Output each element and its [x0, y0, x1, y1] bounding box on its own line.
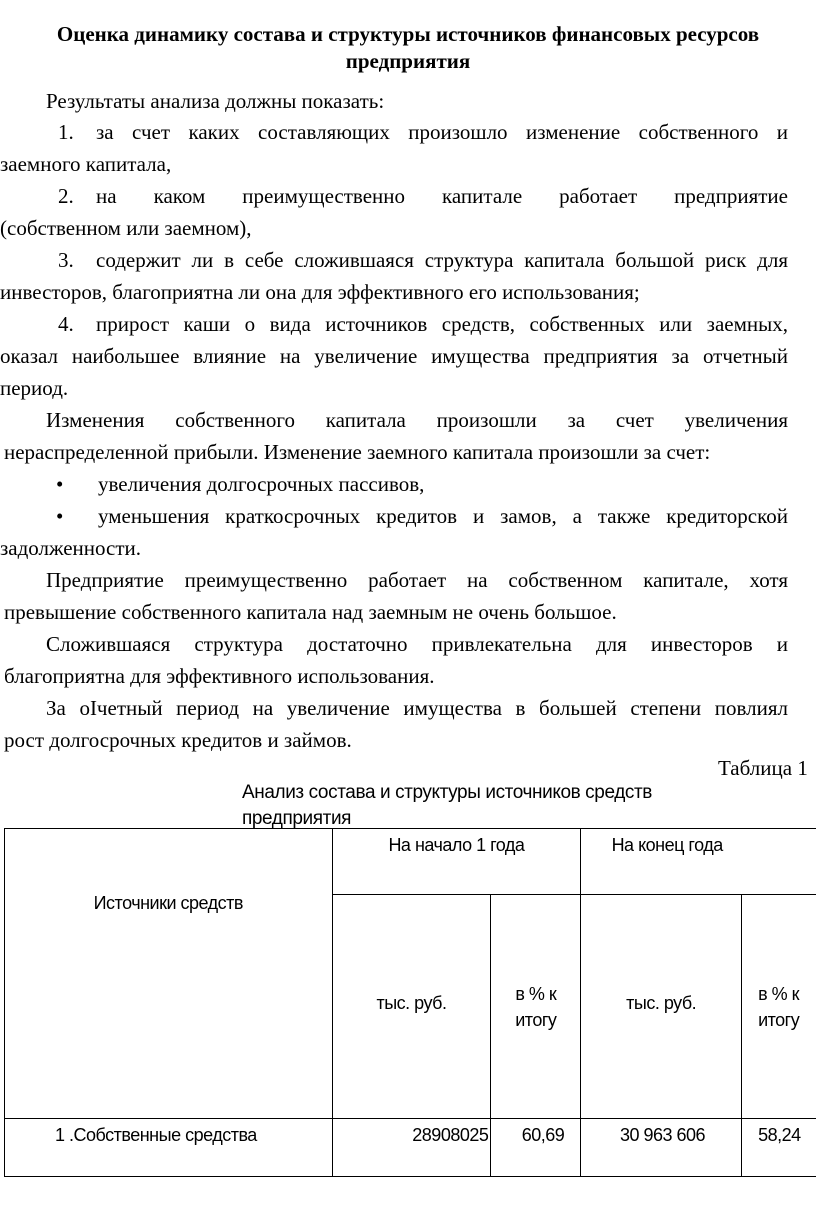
list-item-text: прирост каши о вида источников средств, собственных или заемных,	[96, 312, 788, 336]
list-item-3-rest: инвесторов, благоприятна ли она для эффективного его использования;	[0, 280, 640, 304]
list-number: 1.	[58, 120, 74, 144]
list-item-4-rest-1: оказал наибольшее влияние на увеличение имущества предприятия за отчетный	[0, 344, 788, 368]
list-item-4-first	[58, 308, 788, 340]
list-number: 2.	[58, 184, 74, 208]
table-caption	[242, 780, 652, 832]
table-row	[5, 1119, 816, 1177]
list-item-2-rest: (собственном или заемном),	[0, 216, 252, 240]
para-structure-line-1: Сложившаяся структура достаточно привлекательна для инвесторов и	[46, 632, 788, 656]
para-own-line-2: превышение собственного капитала над заемным не очень большое.	[4, 600, 617, 624]
list-item-1-rest: заемного капитала,	[0, 152, 172, 176]
document-title	[0, 22, 816, 74]
para-changes-line-2: нераспределенной прибыли. Изменение заемного капитала произошли за счет:	[4, 440, 711, 464]
subheader-end-rub: тыс. руб.	[581, 895, 742, 1119]
subheader-pct-line-1: в % к	[515, 983, 557, 1004]
row-end-pct: 58,24	[742, 1119, 816, 1177]
header-end-of-year: На конец года	[581, 829, 816, 895]
list-item-text: на каком преимущественно капитале работает предприятие	[96, 184, 788, 208]
subheader-pct-line-1: в % к	[758, 983, 800, 1004]
header-source: Источники средств	[5, 829, 333, 1119]
intro-text: Результаты анализа должны показать:	[46, 89, 385, 113]
list-item-1-first	[58, 116, 788, 148]
para-period-line-2: рост долгосрочных кредитов и займов.	[4, 728, 352, 752]
sources-table	[4, 828, 816, 1177]
subheader-pct-line-2: итогу	[515, 1009, 557, 1030]
bullet-text: уменьшения краткосрочных кредитов и замов, а также кредиторской	[98, 504, 788, 528]
row-name: 1 .Собственные средства	[5, 1119, 333, 1177]
list-number: 4.	[58, 312, 74, 336]
row-start-pct: 60,69	[491, 1119, 581, 1177]
subheader-pct-line-2: итогу	[758, 1009, 800, 1030]
row-end-rub: 30 963 606	[581, 1119, 742, 1177]
header-start-of-year: На начало 1 года	[332, 829, 581, 895]
title-line-2: предприятия	[345, 49, 471, 73]
subheader-end-pct	[742, 895, 816, 1119]
list-item-3-first	[58, 244, 788, 276]
bullet-item-2-rest: задолженности.	[0, 536, 142, 560]
list-item-text: содержит ли в себе сложившаяся структура капитала большой риск для	[96, 248, 788, 272]
table-caption-line-2: предприятия	[242, 808, 352, 829]
bullet-item-1	[56, 468, 424, 500]
list-item-2-first	[58, 180, 788, 212]
table-label: Таблица 1	[718, 756, 808, 780]
bullet-text: увеличения долгосрочных пассивов,	[98, 472, 425, 496]
title-line-1: Оценка динамику состава и структуры источников финансовых ресурсов	[56, 22, 760, 46]
para-changes-line-1: Изменения собственного капитала произошли за счет увеличения	[46, 408, 788, 432]
subheader-start-pct	[491, 895, 581, 1119]
list-number: 3.	[58, 248, 74, 272]
subheader-start-rub: тыс. руб.	[332, 895, 491, 1119]
row-start-rub: 28908025	[332, 1119, 491, 1177]
para-structure-line-2: благоприятна для эффективного использования.	[4, 664, 435, 688]
list-item-4-rest-2: период.	[0, 376, 69, 400]
bullet-item-2	[56, 500, 788, 532]
list-item-text: за счет каких составляющих произошло изменение собственного и	[96, 120, 788, 144]
bullet-dot-icon: •	[56, 504, 64, 528]
para-own-line-1: Предприятие преимущественно работает на собственном капитале, хотя	[46, 568, 788, 592]
table-caption-line-1: Анализ состава и структуры источников средств	[242, 782, 652, 803]
bullet-dot-icon: •	[56, 472, 64, 496]
para-period-line-1: За оIчетный период на увеличение имущества в большей степени повлиял	[46, 696, 788, 720]
